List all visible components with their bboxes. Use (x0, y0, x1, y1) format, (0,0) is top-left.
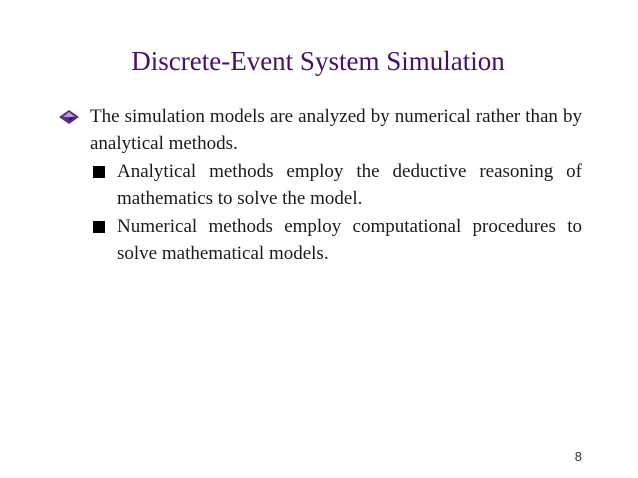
bullet-text: The simulation models are analyzed by numerical rather than by analytical methods. (90, 106, 582, 154)
page-number: 8 (574, 449, 582, 464)
sub-bullet-list (56, 158, 582, 267)
bullet-item (56, 103, 582, 157)
sub-bullet-text: Analytical methods employ the deductive reasoning of mathematics to solve the model. (117, 161, 582, 209)
slide-content (56, 103, 582, 268)
slide-title-text: Discrete-Event System Simulation (131, 46, 505, 76)
square-bullet-icon (93, 166, 105, 178)
slide-title (0, 44, 638, 78)
sub-bullet-text: Numerical methods employ computational procedures to solve mathematical models. (117, 216, 582, 264)
sub-bullet-item (117, 158, 582, 212)
square-bullet-icon (93, 221, 105, 233)
diamond-bullet-icon (58, 109, 80, 125)
sub-bullet-item (117, 213, 582, 267)
